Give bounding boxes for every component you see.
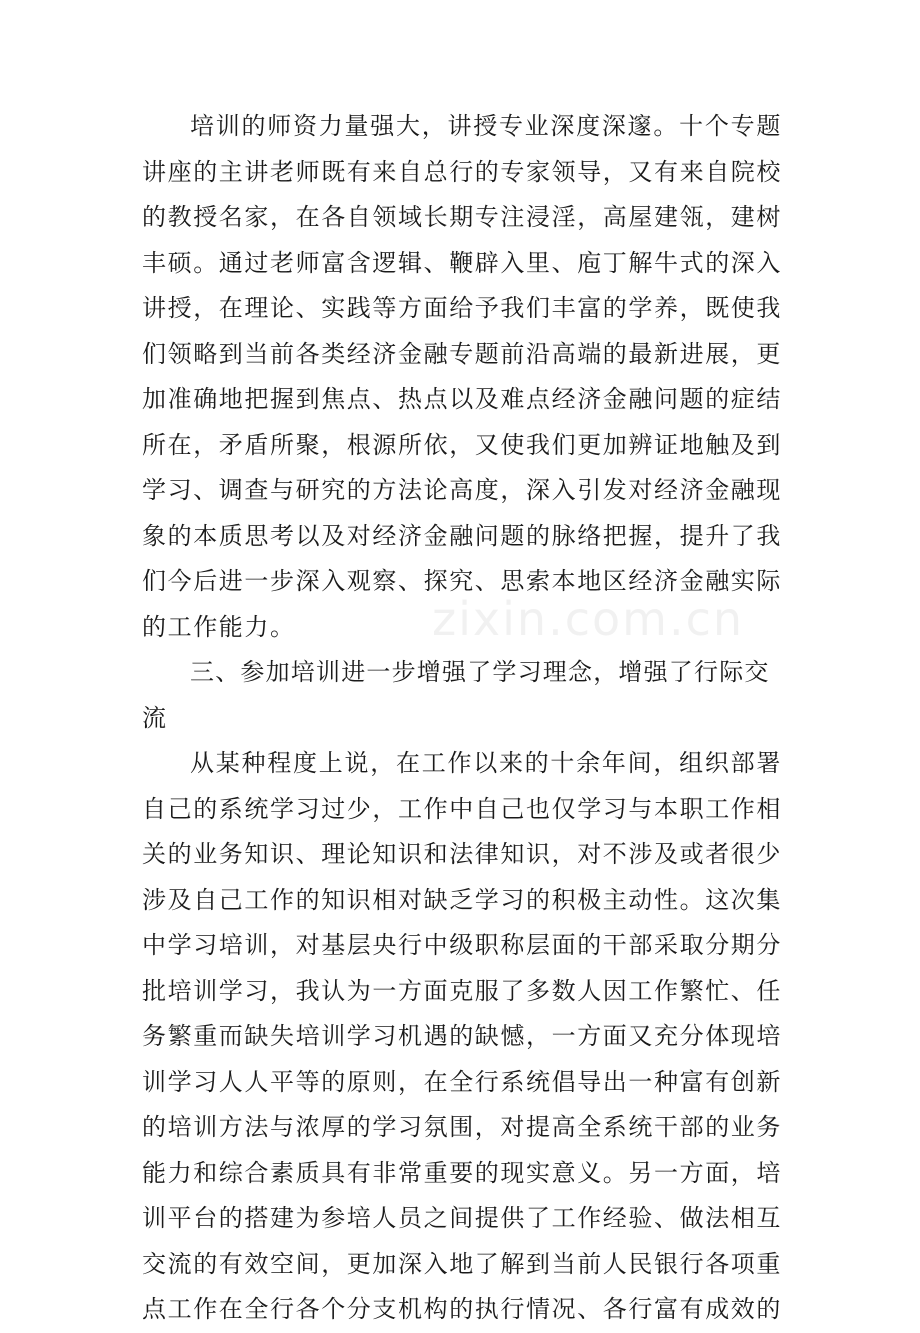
paragraph-faculty-strength: 培训的师资力量强大，讲授专业深度深邃。十个专题讲座的主讲老师既有来自总行的专家领导，又有来自院校的教授名家，在各自领域长期专注浸淫，高屋建瓴，建树丰硕。通过老师富含逻辑、鞭辟入里、庖丁解牛式的深入讲授，在理论、实践等方面给予我们丰富的学养，既使我们领略到当前各类经济金融专题前沿高端的最新进展，更加准确地把握到焦点、热点以及难点经济金融问题的症结所在，矛盾所聚，根源所依，又使我们更加辨证地触及到学习、调查与研究的方法论高度，深入引发对经济金融现象的本质思考以及对经济金融问题的脉络把握，提升了我们今后进一步深入观察、探究、思索本地区经济金融实际的工作能力。: [142, 112, 782, 641]
paragraph-learning-exchange: 从某种程度上说，在工作以来的十余年间，组织部署自己的系统学习过少，工作中自己也仅学习与本职工作相关的业务知识、理论知识和法律知识，对不涉及或者很少涉及自己工作的知识相对缺乏学习的积极主动性。这次集中学习培训，对基层央行中级职称层面的干部采取分期分批培训学习，我认为一方面克服了多数人因工作繁忙、任务繁重而缺失培训学习机遇的缺憾，一方面又充分体现培训学习人人平等的原则，在全行系统倡导出一种富有创新的培训方法与浓厚的学习氛围，对提高全系统干部的业务能力和综合素质具有非常重要的现实意义。另一方面，培训平台的搭建为参培人员之间提供了工作经验、做法相互交流的有效空间，更加深入地了解到当前人民银行各项重点工作在全行各个分支机构的执行情况、各行富有成效的: [142, 749, 782, 1323]
section-heading-three: 三、参加培训进一步增强了学习理念，增强了行际交流: [142, 658, 770, 732]
document-body: [142, 104, 782, 1333]
watermark-text: zixin.com.cn: [432, 592, 745, 646]
